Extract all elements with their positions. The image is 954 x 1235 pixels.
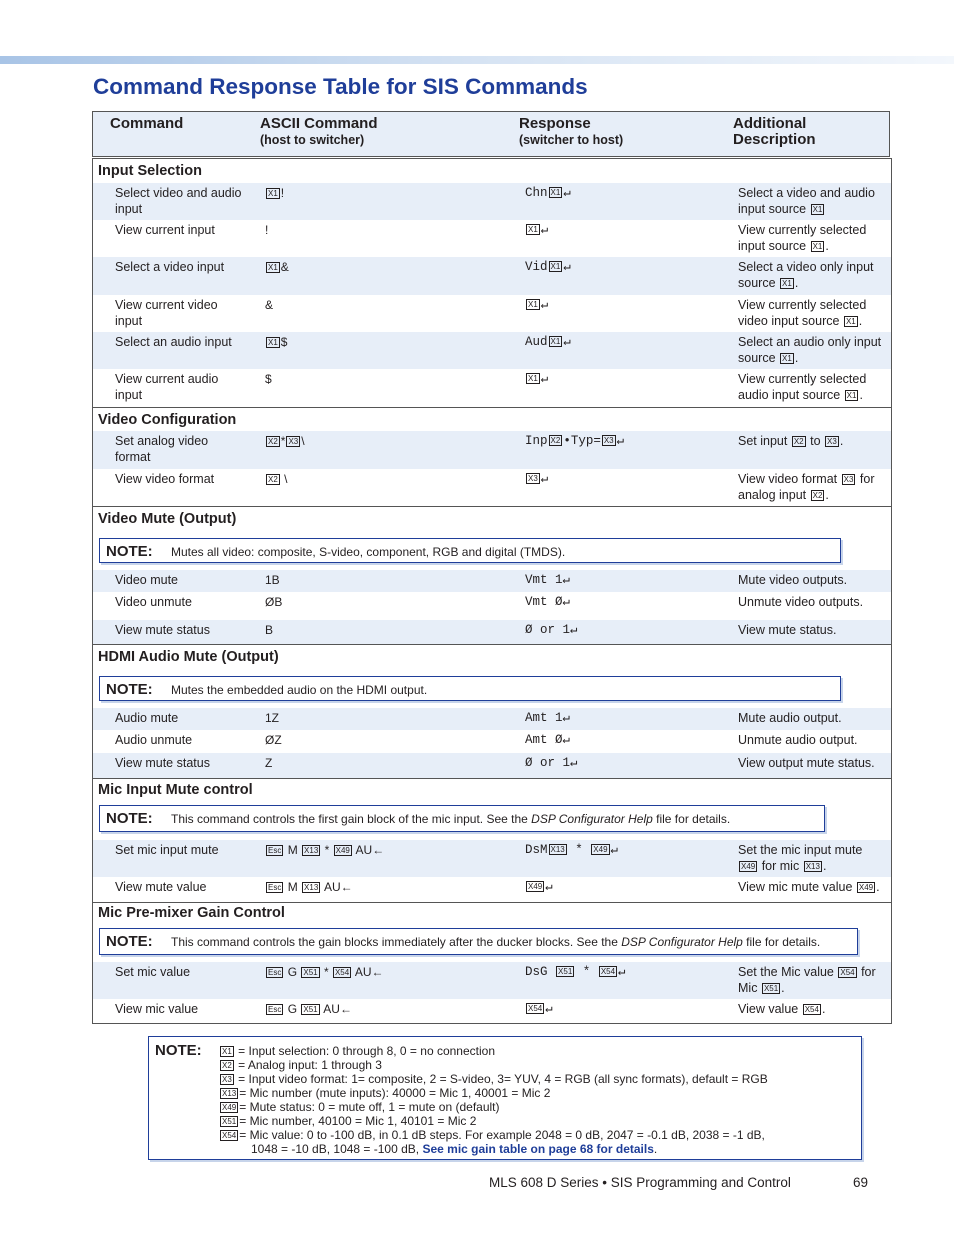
table-row (93, 431, 891, 469)
ascii-cell: ! (265, 223, 269, 237)
legend-x49: X49 = Mute status: 0 = mute off, 1 = mute on (default) (222, 1100, 500, 1114)
desc-cell: View video format X3 for analog input X2 . (738, 472, 875, 502)
divider (92, 902, 892, 903)
section-input-selection: Input Selection (98, 163, 202, 179)
cmd-cell: View current input (115, 223, 215, 237)
desc-cell: View currently selected audio input source X1 . (738, 372, 867, 402)
divider (92, 778, 892, 779)
table-row: Video unmute ØB Vmt Ø↵ Unmute video outputs. (115, 595, 864, 609)
response-cell: X1 ↵ (528, 372, 549, 386)
legend-x51: X51 = Mic number, 40100 = Mic 1, 40101 = Mic 2 (222, 1114, 477, 1128)
table-row (93, 183, 891, 220)
table-row (93, 332, 891, 369)
section-mic-gain: Mic Pre-mixer Gain Control (98, 905, 285, 921)
note-video-mute: NOTE: Mutes all video: composite, S-video, component, RGB and digital (TMDS). (99, 538, 841, 563)
desc-cell: Select an audio only input source X1 . (738, 335, 882, 365)
page-title: Command Response Table for SIS Commands (93, 74, 588, 99)
section-video-config: Video Configuration (98, 412, 237, 428)
ascii-cell: X2 * X3 \ (268, 434, 305, 448)
cmd-cell: View video format (115, 472, 215, 486)
cmd-cell: View current audio input (115, 372, 219, 402)
legend-x3: X3 = Input video format: 1= composite, 2 = S-video, 3= YUV, 4 = RGB (all sync formats), default = RGB (222, 1072, 768, 1086)
footer-doc-title: MLS 608 D Series • SIS Programming and Control (489, 1175, 791, 1190)
divider (92, 644, 892, 645)
table-row (93, 369, 891, 407)
table-row (93, 220, 891, 257)
desc-cell: Select a video and audio input source X1 (738, 186, 875, 216)
note-mic-gain: NOTE: This command controls the gain blocks immediately after the ducker blocks. See the DSP Configurator Help file for details. (99, 928, 858, 955)
table-row: View mic value Esc G X51 AU← X54 ↵ View value X54 . (115, 1002, 826, 1016)
section-mic-mute: Mic Input Mute control (98, 782, 253, 798)
legend-x54: X54 = Mic value: 0 to -100 dB, in 0.1 dB steps. For example 2048 = 0 dB, 2047 = -0.1 dB, 2038 = -1 dB, (222, 1128, 765, 1142)
table-row: View mute status Z Ø or 1↵ View output mute status. (93, 753, 891, 778)
legend-x54-cont: 1048 = -10 dB, 1048 = -100 dB, See mic gain table on page 68 for details. (251, 1142, 658, 1156)
response-cell: X3 ↵ (528, 472, 549, 486)
cmd-cell: Select an audio input (115, 335, 232, 349)
desc-cell: Set input X2 to X3 . (738, 434, 844, 448)
header-description: Additional Description (733, 115, 816, 148)
table-row: Set mic value Esc G X51 * X54 AU← DsG X51 * X54 ↵ Set the Mic value X54 for Mic X51 . (93, 962, 891, 999)
section-video-mute: Video Mute (Output) (98, 511, 237, 527)
table-row: Audio unmute ØZ Amt Ø↵ Unmute audio output. (115, 733, 858, 747)
header-ascii: ASCII Command (host to switcher) (260, 115, 378, 147)
response-cell: X1 ↵ (528, 298, 549, 312)
top-accent-bar (0, 56, 954, 64)
response-cell: X1 ↵ (528, 223, 549, 237)
divider (92, 506, 892, 507)
note-mic-mute: NOTE: This command controls the first gain block of the mic input. See the DSP Configurator Help file for details. (99, 805, 825, 832)
table-row (93, 469, 891, 506)
table-row (93, 257, 891, 295)
section-hdmi-mute: HDMI Audio Mute (Output) (98, 649, 279, 665)
response-cell: Vid X1 ↵ (525, 260, 571, 274)
desc-cell: View currently selected video input source X1 . (738, 298, 867, 328)
table-row: Audio mute 1Z Amt 1↵ Mute audio output. (93, 708, 891, 730)
ascii-cell: $ (265, 372, 272, 386)
note-hdmi-mute: NOTE: Mutes the embedded audio on the HDMI output. (99, 676, 841, 701)
response-cell: Aud X1 ↵ (525, 335, 571, 349)
table-header (92, 111, 890, 157)
table-row: View mute status B Ø or 1↵ View mute status. (93, 620, 891, 644)
header-response: Response (switcher to host) (519, 115, 624, 147)
table-row: Set mic input mute Esc M X13 * X49 AU← DsM X13 * X49 ↵ Set the mic input mute X49 for mic X13 . (93, 840, 891, 877)
ascii-cell: X1 & (268, 260, 289, 274)
ascii-cell: & (265, 298, 274, 312)
legend-x2: X2 = Analog input: 1 through 3 (222, 1058, 382, 1072)
cmd-cell: View current video input (115, 298, 218, 328)
divider (92, 407, 892, 408)
cmd-cell: Select a video input (115, 260, 225, 274)
ascii-cell: X1 ! (268, 186, 285, 200)
response-cell: Chn X1 ↵ (525, 186, 571, 200)
table-row: View mute value Esc M X13 AU← X49 ↵ View mic mute value X49 . (115, 880, 880, 894)
header-command: Command (110, 115, 184, 132)
legend-x13: X13 = Mic number (mute inputs): 40000 = Mic 1, 40001 = Mic 2 (222, 1086, 551, 1100)
table-row: Video mute 1B Vmt 1↵ Mute video outputs. (93, 570, 891, 592)
cmd-cell: Select video and audio input (115, 186, 242, 216)
desc-cell: Select a video only input source X1 . (738, 260, 874, 290)
table-row (93, 295, 891, 332)
ascii-cell: X2 \ (268, 472, 288, 486)
mic-gain-table-link[interactable]: See mic gain table on page 68 for details (422, 1142, 654, 1156)
variables-legend-note: NOTE: X1 = Input selection: 0 through 8, 0 = no connection X2 = Analog input: 1 through 3 X3 = Input video format: 1= composite, 2 = S-video, 3= YUV, 4 = RGB (all sync formats), default = RGB X13 = Mic number (mute inputs): 40000 = Mic 1, 40001 = Mic 2 X49 = Mute status: 0 = mute off, 1 = mute on (default) X51 = Mic number, 40100 = Mic 1, 40101 = Mic 2 X54 = Mic value: 0 to -100 dB, in 0.1 dB steps. For example 2048 = 0 dB, 2047 = -0.1 dB, 2038 = -1 dB, 1048 = -10 dB, 1048 = -100 dB, See mic gain table on page 68 for details. (148, 1036, 862, 1160)
legend-x1: X1 = Input selection: 0 through 8, 0 = no connection (222, 1044, 495, 1058)
ascii-cell: X1 $ (268, 335, 288, 349)
response-cell: Inp X2 •Typ= X3 ↵ (525, 434, 625, 448)
page-number: 69 (853, 1175, 869, 1190)
cmd-cell: Set analog video format (115, 434, 209, 464)
desc-cell: View currently selected input source X1 . (738, 223, 867, 253)
